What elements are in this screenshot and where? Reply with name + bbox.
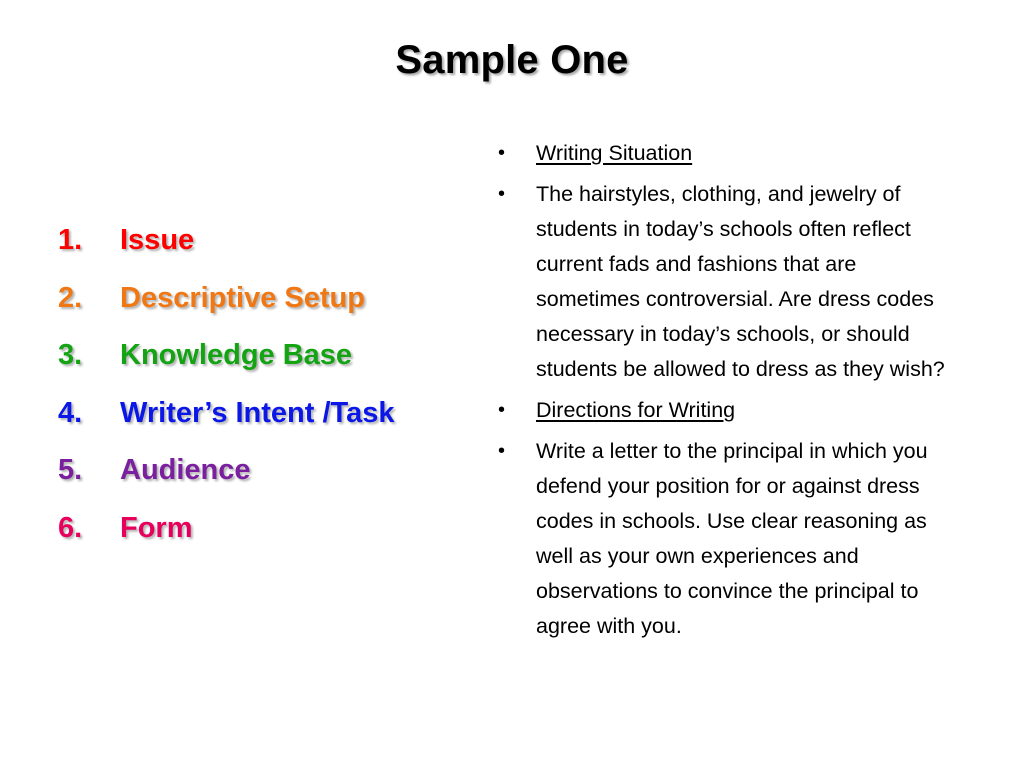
- item-number: 6.: [58, 511, 83, 544]
- bullet-item-directions-heading: [494, 393, 974, 428]
- bullet-text: Directions for Writing: [536, 398, 736, 422]
- bullet-icon: •: [498, 399, 506, 421]
- item-number: 1.: [58, 224, 83, 256]
- bullet-icon: •: [498, 183, 506, 205]
- bullet-item-directions-body: [494, 434, 974, 644]
- item-label: Form: [120, 511, 193, 544]
- item-label: Knowledge Base: [120, 339, 353, 371]
- numbered-item-form: [58, 512, 498, 570]
- numbered-item-descriptive-setup: [58, 282, 498, 340]
- bullet-text: Write a letter to the principal in which you defend your position for or against dress codes in schools. Use clear reasoning as well as your own experiences and observations to convince the principal to agree with you.: [536, 439, 928, 638]
- item-number: 3.: [58, 339, 83, 371]
- numbered-item-knowledge-base: [58, 339, 498, 397]
- item-label: Audience: [120, 454, 251, 486]
- numbered-item-audience: [58, 454, 498, 512]
- item-number: 4.: [58, 396, 83, 429]
- bullet-icon: •: [498, 440, 506, 462]
- item-number: 5.: [58, 454, 83, 486]
- bullet-item-writing-situation-body: [494, 177, 974, 387]
- bullet-text: Writing Situation: [536, 141, 693, 165]
- numbered-item-issue: [58, 224, 498, 282]
- item-label: Descriptive Setup: [120, 281, 365, 314]
- item-label: Issue: [120, 224, 195, 256]
- numbered-item-writers-intent: [58, 397, 498, 455]
- bullet-item-writing-situation-heading: [494, 136, 974, 171]
- bullet-list: [494, 136, 974, 650]
- bullet-icon: •: [498, 142, 506, 164]
- numbered-list: [58, 224, 498, 569]
- item-label: Writer’s Intent /Task: [120, 396, 395, 429]
- item-number: 2.: [58, 281, 83, 314]
- bullet-text: The hairstyles, clothing, and jewelry of students in today’s schools often reflect current fads and fashions that are sometimes controversial. Are dress codes necessary in today’s schools, or should students be allowed to dress as they wish?: [536, 182, 945, 381]
- page-title: Sample One: [395, 38, 629, 82]
